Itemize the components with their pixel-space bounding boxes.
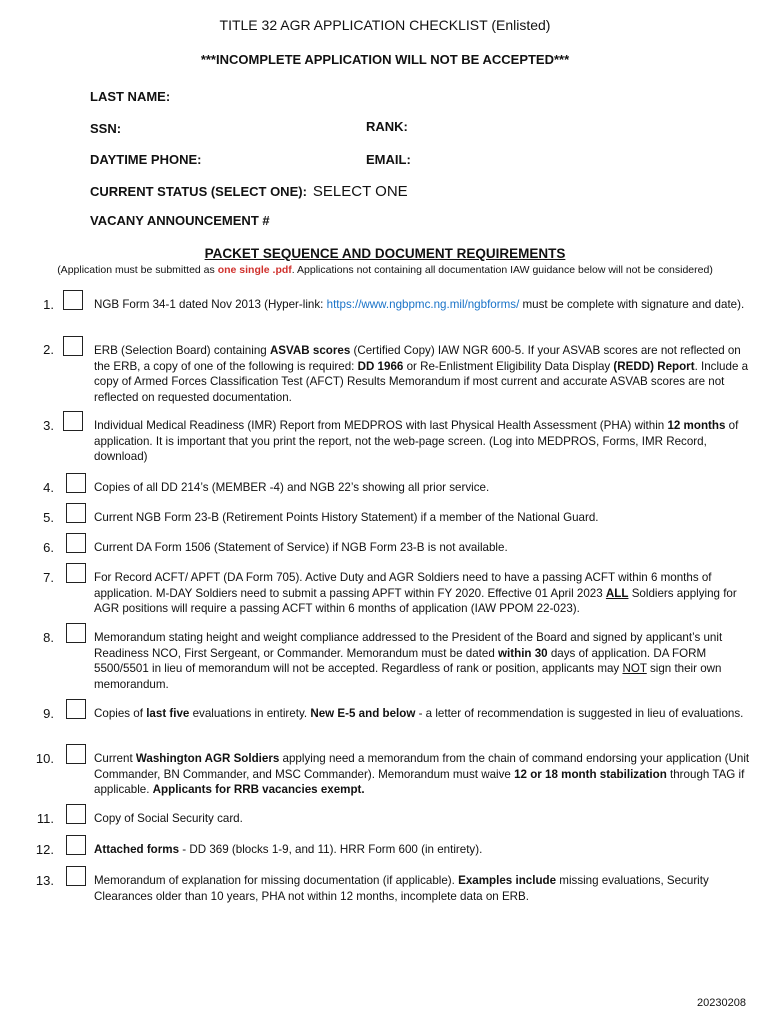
item-8-text: Memorandum stating height and weight compliance addressed to the President of the Board and signed by applicant’s unit Readiness NCO, First Sergeant, or Commander. Memorandum must be dated within 30 days of application. DA FORM 5500/5501 in lieu of memorandum will not be accepted. Regardless of rank or position, applicants may NOT sign their own memorandum. xyxy=(94,631,723,691)
item-1-checkbox[interactable] xyxy=(63,290,83,310)
ssn-label: SSN: xyxy=(90,121,122,136)
item-1-text: NGB Form 34-1 dated Nov 2013 (Hyper-link: https://www.ngbpmc.ng.mil/ngbforms/ must be complete with signature and date). xyxy=(94,298,745,311)
item-11-text: Copy of Social Security card. xyxy=(94,812,243,825)
item-3-text: Individual Medical Readiness (IMR) Report from MEDPROS with last Physical Health Assessment (PHA) within 12 months of application. It is important that you print the report, not the web-page screen. (Log into MEDPROS, Forms, IMR Record, download) xyxy=(94,419,739,463)
item-number: 5. xyxy=(43,510,54,525)
item-12-text: Attached forms - DD 369 (blocks 1-9, and 11). HRR Form 600 (in entirety). xyxy=(94,843,483,856)
item-number: 7. xyxy=(43,570,54,585)
item-9-text: Copies of last five evaluations in entirety. New E-5 and below - a letter of recommendation is suggested in lieu of evaluations. xyxy=(94,707,744,720)
document-date-code: 20230208 xyxy=(697,997,746,1009)
item-5-checkbox[interactable] xyxy=(66,503,86,523)
item-10-text: Current Washington AGR Soldiers applying need a memorandum from the chain of command endorsing your application (Unit Commander, BN Commander, and MSC Commander). Memorandum must waive 12 or 18 month stabilization through TAG if applicable. Applicants for RRB vacancies exempt. xyxy=(94,752,750,796)
rank-label: RANK: xyxy=(366,119,408,134)
item-number: 4. xyxy=(43,480,54,495)
incomplete-warning: ***INCOMPLETE APPLICATION WILL NOT BE ACCEPTED*** xyxy=(200,52,570,67)
item-13-checkbox[interactable] xyxy=(66,866,86,886)
item-11-checkbox[interactable] xyxy=(66,804,86,824)
last-name-label: LAST NAME: xyxy=(90,89,171,104)
item-number: 2. xyxy=(43,342,54,357)
item-number: 12. xyxy=(35,842,54,857)
item-number: 11. xyxy=(36,811,54,826)
current-status-label: CURRENT STATUS (SELECT ONE): xyxy=(90,184,307,199)
page-title: TITLE 32 AGR APPLICATION CHECKLIST (Enlisted) xyxy=(219,17,551,33)
item-12-checkbox[interactable] xyxy=(66,835,86,855)
item-13-text: Memorandum of explanation for missing documentation (if applicable). Examples include missing evaluations, Security Clearances older than 10 years, PHA not within 12 months, incomplete data on ERB. xyxy=(94,874,709,903)
item-2-checkbox[interactable] xyxy=(63,336,83,356)
item-number: 9. xyxy=(43,706,54,721)
item-9-checkbox[interactable] xyxy=(66,699,86,719)
item-6-text: Current DA Form 1506 (Statement of Service) if NGB Form 23-B is not available. xyxy=(94,541,508,554)
daytime-phone-label: DAYTIME PHONE: xyxy=(90,152,202,167)
item-number: 3. xyxy=(43,418,54,433)
item-4-checkbox[interactable] xyxy=(66,473,86,493)
item-3-checkbox[interactable] xyxy=(63,411,83,431)
item-5-text: Current NGB Form 23-B (Retirement Points History Statement) if a member of the National Guard. xyxy=(94,511,599,524)
item-number: 10. xyxy=(35,751,54,766)
ngb-forms-link[interactable]: https://www.ngbpmc.ng.mil/ngbforms/ xyxy=(326,298,520,311)
vacancy-label: VACANY ANNOUNCEMENT # xyxy=(90,213,270,228)
email-label: EMAIL: xyxy=(366,152,411,167)
section-note: (Application must be submitted as one single .pdf. Applications not containing all documentation IAW guidance below will not be considered) xyxy=(57,264,713,276)
current-status-select[interactable]: SELECT ONE xyxy=(312,183,408,200)
item-number: 13. xyxy=(35,873,54,888)
item-8-checkbox[interactable] xyxy=(66,623,86,643)
item-number: 6. xyxy=(43,540,54,555)
item-7-text: For Record ACFT/ APFT (DA Form 705). Active Duty and AGR Soldiers need to have a passing ACFT within 6 months of application. M-DAY Soldiers need to submit a passing APFT within FY 2020. Effective 01 April 2023 ALL Soldiers applying for AGR positions will require a passing ACFT within 6 months of application (IAW PPOM 22-023). xyxy=(94,571,737,615)
item-number: 1. xyxy=(43,297,54,312)
single-pdf-highlight: one single .pdf xyxy=(217,264,292,276)
item-7-checkbox[interactable] xyxy=(66,563,86,583)
item-6-checkbox[interactable] xyxy=(66,533,86,553)
item-4-text: Copies of all DD 214’s (MEMBER -4) and NGB 22’s showing all prior service. xyxy=(94,481,490,494)
item-10-checkbox[interactable] xyxy=(66,744,86,764)
item-2-text: ERB (Selection Board) containing ASVAB scores (Certified Copy) IAW NGR 600-5. If your ASVAB scores are not reflected on the ERB, a copy of one of the following is required: DD 1966 or Re-Enlistment Eligibility Data Display (REDD) Report. Include a copy of Armed Forces Classification Test (AFCT) Results Memorandum if most current and accurate ASVAB scores are not reflected on requested documentation. xyxy=(94,344,749,404)
item-number: 8. xyxy=(43,630,54,645)
section-title: PACKET SEQUENCE AND DOCUMENT REQUIREMENTS xyxy=(204,246,566,261)
current-status-row xyxy=(90,183,408,200)
